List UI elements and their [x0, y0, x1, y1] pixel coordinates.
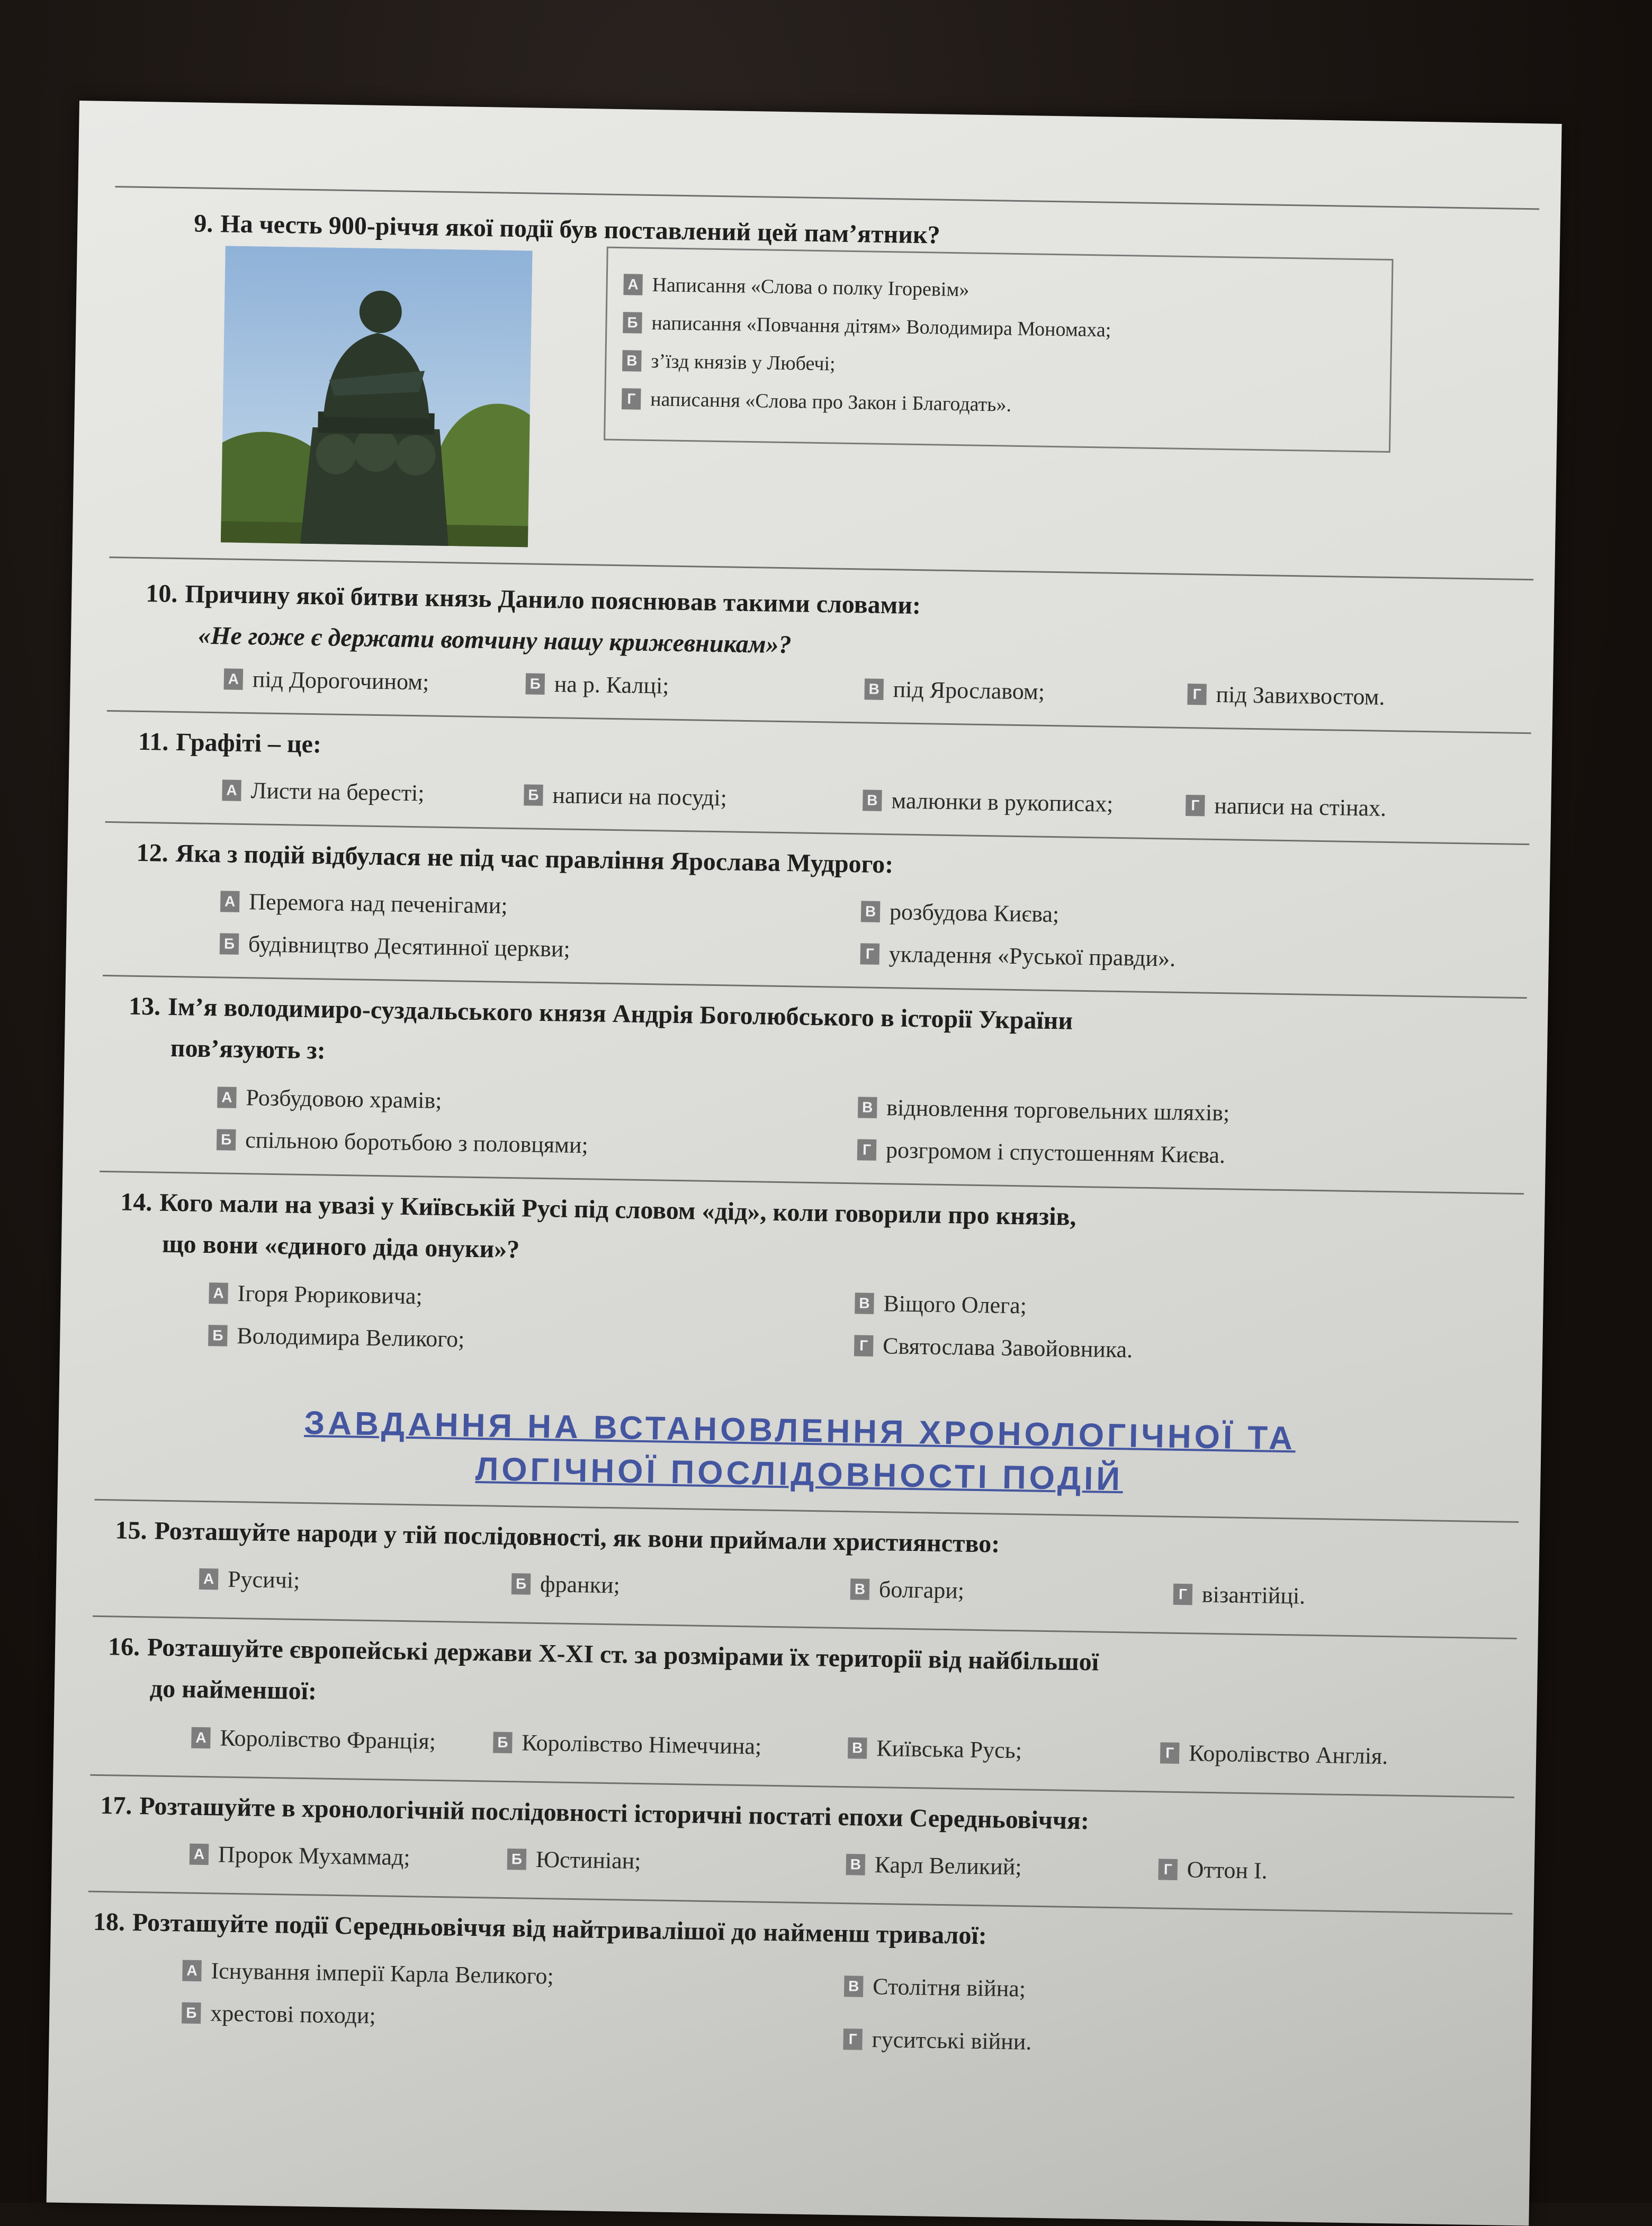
option-letter-badge: В	[861, 901, 881, 922]
q16-option-d[interactable]	[1160, 1738, 1388, 1771]
option-letter-badge: Г	[843, 2028, 863, 2050]
option-text: Карл Великий;	[874, 1852, 1022, 1880]
monument-photo	[221, 246, 533, 547]
option-letter-badge: Г	[622, 388, 641, 410]
question-text: Графіті – це:	[175, 728, 322, 759]
section-title	[58, 1398, 1541, 1508]
option-text: Юстиніан;	[535, 1846, 641, 1874]
q15-option-c[interactable]	[850, 1574, 965, 1605]
option-text: хрестові походи;	[210, 2000, 376, 2029]
q10-option-b[interactable]	[525, 669, 669, 701]
option-letter-badge: В	[855, 1292, 874, 1314]
question-text-continued: до найменшої:	[149, 1674, 317, 1706]
question-text: Розташуйте в хронологічній послідовності історичні постаті епохи Середньовіччя:	[139, 1792, 1090, 1835]
option-letter-badge: Г	[860, 943, 880, 965]
option-text: Ігоря Рюриковича;	[237, 1280, 423, 1309]
option-letter-badge: Б	[182, 2002, 201, 2024]
option-letter-badge: Б	[511, 1573, 531, 1595]
option-letter-badge: А	[217, 1087, 237, 1108]
option-text: Королівство Франція;	[220, 1725, 436, 1754]
q17-option-d[interactable]	[1158, 1854, 1268, 1886]
option-letter-badge: А	[199, 1568, 219, 1590]
option-text: Віщого Олега;	[883, 1290, 1027, 1319]
option-letter-badge: Г	[1158, 1859, 1178, 1880]
option-text: Володимира Великого;	[237, 1322, 465, 1352]
question-number: 18.	[93, 1907, 125, 1936]
option-letter-badge: В	[864, 678, 884, 700]
option-letter-badge: А	[182, 1960, 202, 1981]
q13-option-b[interactable]	[217, 1125, 588, 1160]
option-letter-badge: В	[848, 1737, 867, 1759]
option-letter-badge: А	[224, 668, 244, 690]
question-text: На честь 900-річчя якої події був поставлений цей пам’ятник?	[220, 210, 941, 249]
q11-option-a[interactable]	[222, 775, 425, 808]
question-number: 14.	[120, 1188, 152, 1217]
option-text: розбудова Києва;	[889, 899, 1060, 928]
q16-option-a[interactable]	[191, 1723, 436, 1756]
q14-option-b[interactable]	[208, 1321, 465, 1354]
option-letter-badge: Б	[525, 673, 545, 695]
option-text: Перемога над печенігами;	[248, 888, 508, 919]
q11-option-c[interactable]	[863, 785, 1114, 819]
option-letter-badge: А	[623, 274, 643, 295]
question-16	[107, 1626, 1506, 1730]
option-text: малюнки в рукописах;	[891, 787, 1114, 817]
option-letter-badge: Б	[208, 1325, 228, 1347]
q18-option-b[interactable]	[182, 1998, 376, 2031]
question-text: Ім’я володимиро-суздальського князя Андрія Боголюбського в історії України	[167, 992, 1073, 1035]
option-letter-badge: А	[191, 1727, 211, 1749]
option-text: написання «Повчання дітям» Володимира Мономаха;	[651, 312, 1111, 342]
question-number: 11.	[138, 727, 169, 756]
question-13	[128, 986, 1505, 1090]
question-text: Розташуйте європейські держави X-XI ст. за розмірами їх території від найбільшої	[147, 1633, 1099, 1676]
q14-option-d[interactable]	[854, 1331, 1133, 1365]
option-letter-badge: В	[844, 1976, 864, 1997]
q10-option-c[interactable]	[864, 674, 1045, 706]
question-15	[115, 1510, 1000, 1565]
option-letter-badge: Г	[857, 1139, 877, 1161]
option-letter-badge: Б	[507, 1848, 527, 1870]
option-letter-badge: Г	[1186, 795, 1205, 816]
option-letter-badge: Г	[1187, 684, 1207, 705]
q17-option-c[interactable]	[846, 1850, 1022, 1882]
q13-option-d[interactable]	[857, 1135, 1226, 1170]
option-letter-badge: А	[220, 891, 240, 912]
option-text: Святослава Завойовника.	[882, 1333, 1133, 1363]
option-text: Розбудовою храмів;	[246, 1084, 442, 1114]
question-10	[145, 573, 921, 668]
option-b[interactable]	[623, 308, 1111, 345]
option-letter-badge: Г	[854, 1335, 874, 1357]
q9-options-box	[604, 247, 1394, 453]
option-text: візантійці.	[1201, 1581, 1306, 1609]
option-text: написи на посуді;	[552, 782, 728, 811]
question-text: Яка з подій відбулася не під час правління Ярослава Мудрого:	[175, 839, 894, 879]
option-a[interactable]	[623, 270, 969, 304]
q10-option-d[interactable]	[1187, 679, 1385, 712]
question-text-continued: пов’язують з:	[170, 1034, 326, 1065]
q12-option-c[interactable]	[861, 896, 1060, 929]
option-text: під Завихвостом.	[1216, 681, 1385, 710]
question-text: Кого мали на увазі у Київській Русі під словом «дід», коли говорили про князів,	[159, 1188, 1076, 1231]
q17-option-b[interactable]	[507, 1844, 641, 1876]
option-letter-badge: Г	[1160, 1742, 1180, 1764]
option-d[interactable]	[622, 384, 1012, 420]
question-number: 9.	[193, 209, 213, 238]
option-text: Листи на бересті;	[250, 777, 425, 806]
option-text: Оттон І.	[1187, 1856, 1268, 1884]
question-quote: «Не гоже є держати вотчину нашу крижевникам»?	[197, 621, 792, 659]
option-text: Існування імперії Карла Великого;	[211, 1958, 554, 1989]
option-text: Пророк Мухаммад;	[218, 1841, 411, 1871]
option-text: під Ярославом;	[893, 676, 1045, 705]
option-letter-badge: В	[858, 1097, 877, 1118]
option-text: розгромом і спустошенням Києва.	[885, 1137, 1226, 1169]
option-text: Королівство Англія.	[1188, 1740, 1388, 1770]
option-letter-badge: В	[850, 1578, 870, 1600]
q10-option-a[interactable]	[223, 664, 429, 697]
q18-option-d[interactable]	[843, 2024, 1032, 2057]
option-letter-badge: Б	[623, 312, 642, 334]
q12-option-a[interactable]	[220, 886, 508, 921]
option-letter-badge: А	[209, 1282, 228, 1304]
q15-option-d[interactable]	[1173, 1579, 1306, 1611]
option-text: на р. Калці;	[554, 671, 669, 699]
q16-option-b[interactable]	[493, 1728, 762, 1762]
option-text: спільною боротьбою з половцями;	[245, 1127, 589, 1159]
q14-option-a[interactable]	[209, 1278, 423, 1311]
question-number: 13.	[128, 992, 161, 1021]
option-text: укладення «Руської правди».	[888, 941, 1176, 972]
question-text: Причину якої битви князь Данило пояснював такими словами:	[184, 580, 921, 620]
option-letter-badge: Б	[493, 1732, 513, 1754]
q16-option-c[interactable]	[848, 1733, 1022, 1765]
question-text: Розташуйте народи у тій послідовності, як вони приймали християнство:	[154, 1516, 1000, 1558]
option-letter-badge: А	[222, 779, 241, 801]
option-text: написання «Слова про Закон і Благодать».	[650, 388, 1012, 416]
option-text: Написання «Слова о полку Ігоревім»	[652, 274, 969, 301]
q12-option-b[interactable]	[220, 929, 571, 964]
question-number: 15.	[115, 1516, 148, 1545]
q13-option-c[interactable]	[858, 1092, 1230, 1128]
q18-option-a[interactable]	[182, 1955, 554, 1991]
question-number: 12.	[136, 838, 169, 867]
q15-option-b[interactable]	[511, 1569, 621, 1600]
option-text: Русичі;	[227, 1566, 300, 1593]
option-text: написи на стінах.	[1214, 792, 1387, 821]
section-title-line-2: ЛОГІЧНОЇ ПОСЛІДОВНОСТІ ПОДІЙ	[475, 1451, 1124, 1498]
q12-option-d[interactable]	[860, 939, 1175, 973]
q13-option-a[interactable]	[217, 1082, 442, 1116]
option-letter-badge: Б	[217, 1129, 236, 1151]
option-letter-badge: Г	[1173, 1584, 1193, 1605]
q14-option-c[interactable]	[855, 1288, 1027, 1321]
option-letter-badge: Б	[524, 784, 543, 806]
question-17	[100, 1785, 1090, 1842]
option-text: гуситські війни.	[872, 2026, 1032, 2055]
section-title-line-1: ЗАВДАННЯ НА ВСТАНОВЛЕННЯ ХРОНОЛОГІЧНОЇ ТА	[303, 1404, 1296, 1457]
option-letter-badge: В	[846, 1854, 866, 1875]
q15-option-a[interactable]	[199, 1564, 300, 1595]
question-text-continued: що вони «єдиного діда онуки»?	[161, 1229, 520, 1264]
question-12	[136, 832, 894, 885]
option-text: Королівство Німеччина;	[522, 1729, 762, 1760]
option-text: з’їзд князів у Любечі;	[651, 350, 836, 375]
question-number: 10.	[145, 579, 178, 608]
question-11	[138, 721, 321, 765]
q18-option-c[interactable]	[844, 1971, 1026, 2004]
option-letter-badge: Б	[220, 933, 239, 955]
option-text: будівництво Десятинної церкви;	[248, 931, 571, 962]
option-letter-badge: А	[190, 1844, 209, 1865]
q17-option-a[interactable]	[190, 1839, 410, 1873]
option-text: Столітня війна;	[872, 1973, 1026, 2002]
q11-option-b[interactable]	[524, 780, 727, 813]
question-text: Розташуйте події Середньовіччя від найтривалішої до найменш тривалої:	[132, 1908, 987, 1950]
option-letter-badge: В	[863, 789, 882, 811]
option-text: Київська Русь;	[876, 1735, 1022, 1764]
q11-option-d[interactable]	[1186, 791, 1387, 823]
question-18	[93, 1901, 987, 1957]
option-text: відновлення торговельних шляхів;	[886, 1094, 1230, 1126]
option-letter-badge: В	[622, 350, 642, 372]
question-number: 16.	[107, 1632, 140, 1662]
option-c[interactable]	[622, 346, 836, 379]
question-number: 17.	[100, 1791, 132, 1820]
worksheet-page	[47, 101, 1562, 2225]
option-text: болгари;	[878, 1576, 965, 1604]
option-text: франки;	[540, 1571, 621, 1599]
option-text: під Дорогочином;	[252, 666, 429, 695]
question-14	[119, 1181, 1507, 1286]
